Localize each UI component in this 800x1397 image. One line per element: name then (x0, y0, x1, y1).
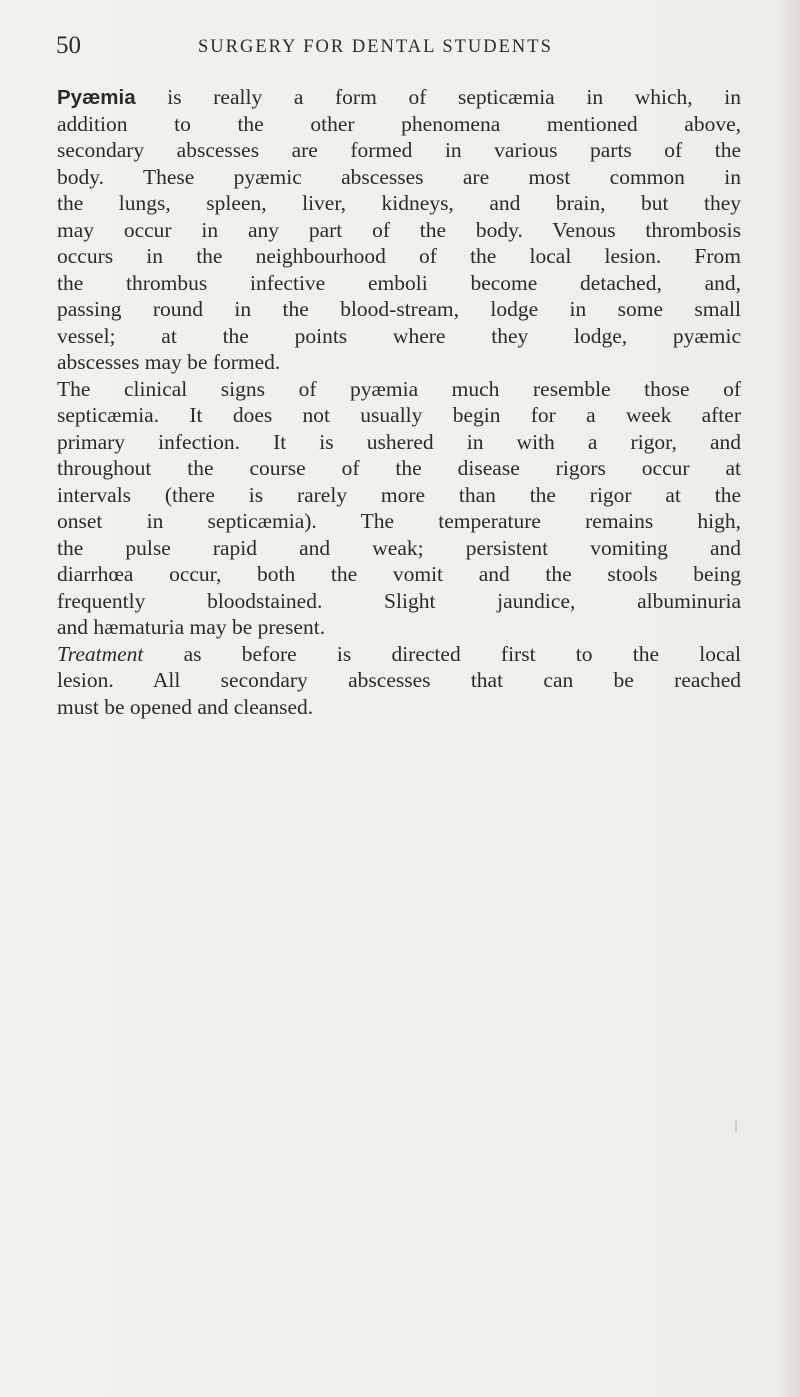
text-line-content: is really a form of septicæmia in which, in (135, 85, 741, 109)
text-line: must be opened and cleansed. (57, 694, 314, 719)
text-line: and hæmaturia may be present. (57, 615, 326, 639)
text-line: diarrhœa occur, both the vomit and the stools being (57, 562, 741, 586)
paragraph-clinical-signs (57, 376, 741, 641)
page-number: 50 (56, 32, 81, 59)
page-header (56, 30, 736, 62)
running-head: SURGERY FOR DENTAL STUDENTS (198, 37, 553, 57)
paper-mark (735, 1120, 737, 1132)
text-line: vessel; at the points where they lodge, pyæmic (57, 323, 741, 348)
text-line: The clinical signs of pyæmia much resemble those of (57, 376, 741, 401)
text-line: onset in septicæmia). The temperature remains high, (57, 509, 741, 533)
text-line: lesion. All secondary abscesses that can be reached (57, 668, 741, 692)
text-line: occurs in the neighbourhood of the local lesion. From (57, 244, 741, 268)
text-line: frequently bloodstained. Slight jaundice, albuminuria (57, 588, 741, 613)
paragraph-pyaemia (57, 84, 741, 376)
text-line: intervals (there is rarely more than the rigor at the (57, 482, 741, 507)
text-line: the pulse rapid and weak; persistent vomiting and (57, 535, 741, 560)
run-in-heading: Pyæmia (57, 86, 136, 109)
text-line: the lungs, spleen, liver, kidneys, and brain, but they (57, 191, 741, 215)
text-line: septicæmia. It does not usually begin for a week after (57, 403, 741, 427)
text-line: the thrombus infective emboli become detached, and, (57, 270, 741, 295)
text-line: throughout the course of the disease rigors occur at (57, 456, 741, 480)
paragraph-treatment (57, 641, 741, 721)
text-line: may occur in any part of the body. Venous thrombosis (57, 217, 741, 242)
text-line: abscesses may be formed. (57, 350, 281, 374)
run-in-heading: Treatment (57, 641, 144, 666)
text-line-content: as before is directed first to the local (143, 641, 741, 666)
body-text (57, 84, 741, 720)
text-line: primary infection. It is ushered in with a rigor, and (57, 429, 741, 454)
text-line (57, 641, 741, 668)
text-line: body. These pyæmic abscesses are most common in (57, 164, 741, 189)
text-line: addition to the other phenomena mentioned above, (57, 111, 741, 136)
text-line: passing round in the blood-stream, lodge in some small (57, 297, 741, 321)
text-line: secondary abscesses are formed in various parts of the (57, 138, 741, 162)
page-edge-shadow (778, 0, 800, 1397)
text-line (57, 84, 741, 111)
